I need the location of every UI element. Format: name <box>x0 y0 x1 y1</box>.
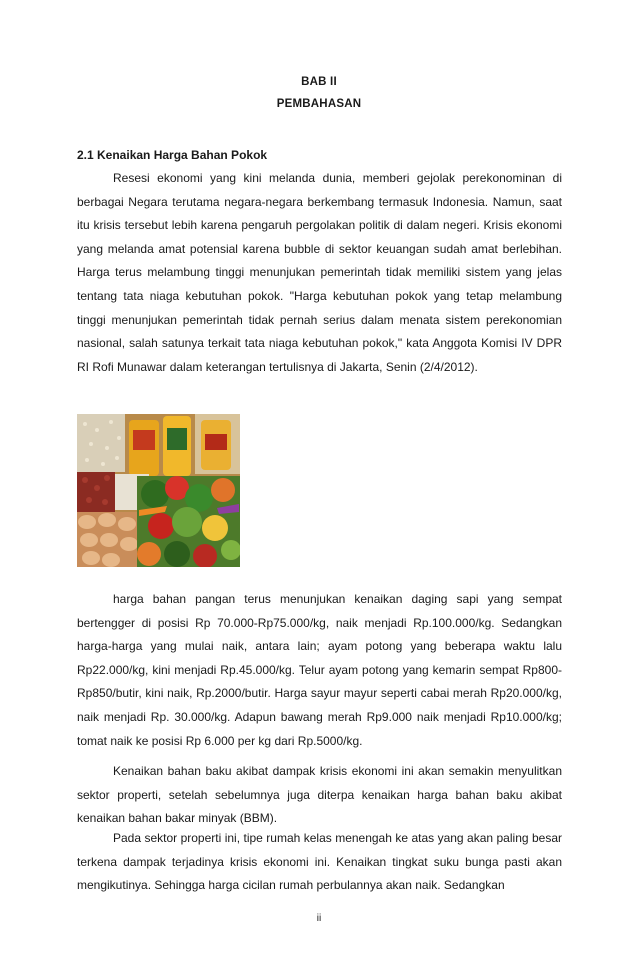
body-paragraph-3: Kenaikan bahan baku akibat dampak krisis ekonomi ini akan semakin menyulitkan sektor properti, setelah sebelumnya juga diterpa kenaikan harga bahan baku akibat kenaikan bahan bakar minyak (BBM). <box>77 764 562 826</box>
section-heading: 2.1 Kenaikan Harga Bahan Pokok <box>77 148 268 162</box>
chapter-label: BAB II <box>301 76 337 88</box>
food-staples-photo-icon <box>77 414 240 567</box>
food-staples-image <box>77 414 240 567</box>
chapter-title: PEMBAHASAN <box>276 98 362 110</box>
body-paragraph-1: Resesi ekonomi yang kini melanda dunia, memberi gejolak perekonominan di berbagai Negara terutama negara-negara berkembang termasuk Indonesia. Namun, saat itu krisis tersebut lebih karena pengaruh pergolakan politik di dalam negeri. Krisis ekonomi yang melanda amat potensial karena bubble di sektor keuangan sudah amat berlebihan. Harga terus melambung tinggi menunjukan pemerintah tidak memiliki sistem yang jelas tentang tata niaga kebutuhan pokok. "Harga kebutuhan pokok yang tetap melambung tinggi menunjukan pemerintah tidak pernah serius dalam menata sistem perekonomian nasional, salah satunya terkait tata niaga kebutuhan pokok," kata Anggota Komisi IV DPR RI Rofi Munawar dalam keterangan tertulisnya di Jakarta, Senin (2/4/2012). <box>77 171 562 374</box>
page-number: ii <box>316 913 322 924</box>
body-paragraph-2: harga bahan pangan terus menunjukan kenaikan daging sapi yang sempat bertengger di posisi Rp 70.000-Rp75.000/kg, naik menjadi Rp.100.000/kg. Sedangkan harga-harga yang mulai naik, antara lain; ayam potong yang beberapa waktu lalu Rp22.000/kg, kini menjadi Rp.45.000/kg. Telur ayam potong yang kemarin sempat Rp800-Rp850/butir, kini naik, Rp.2000/butir. Harga sayur mayur seperti cabai merah Rp20.000/kg, naik menjadi Rp. 30.000/kg. Adapun bawang merah Rp9.000 naik menjadi Rp10.000/kg; tomat naik ke posisi Rp 6.000 per kg dari Rp.5000/kg. <box>77 592 562 748</box>
body-paragraph-4: Pada sektor properti ini, tipe rumah kelas menengah ke atas yang akan paling besar terkena dampak terjadinya krisis ekonomi ini. Kenaikan tingkat suku bunga pasti akan mengikutinya. Sehingga harga cicilan rumah perbulannya akan naik. Sedangkan <box>77 831 562 893</box>
